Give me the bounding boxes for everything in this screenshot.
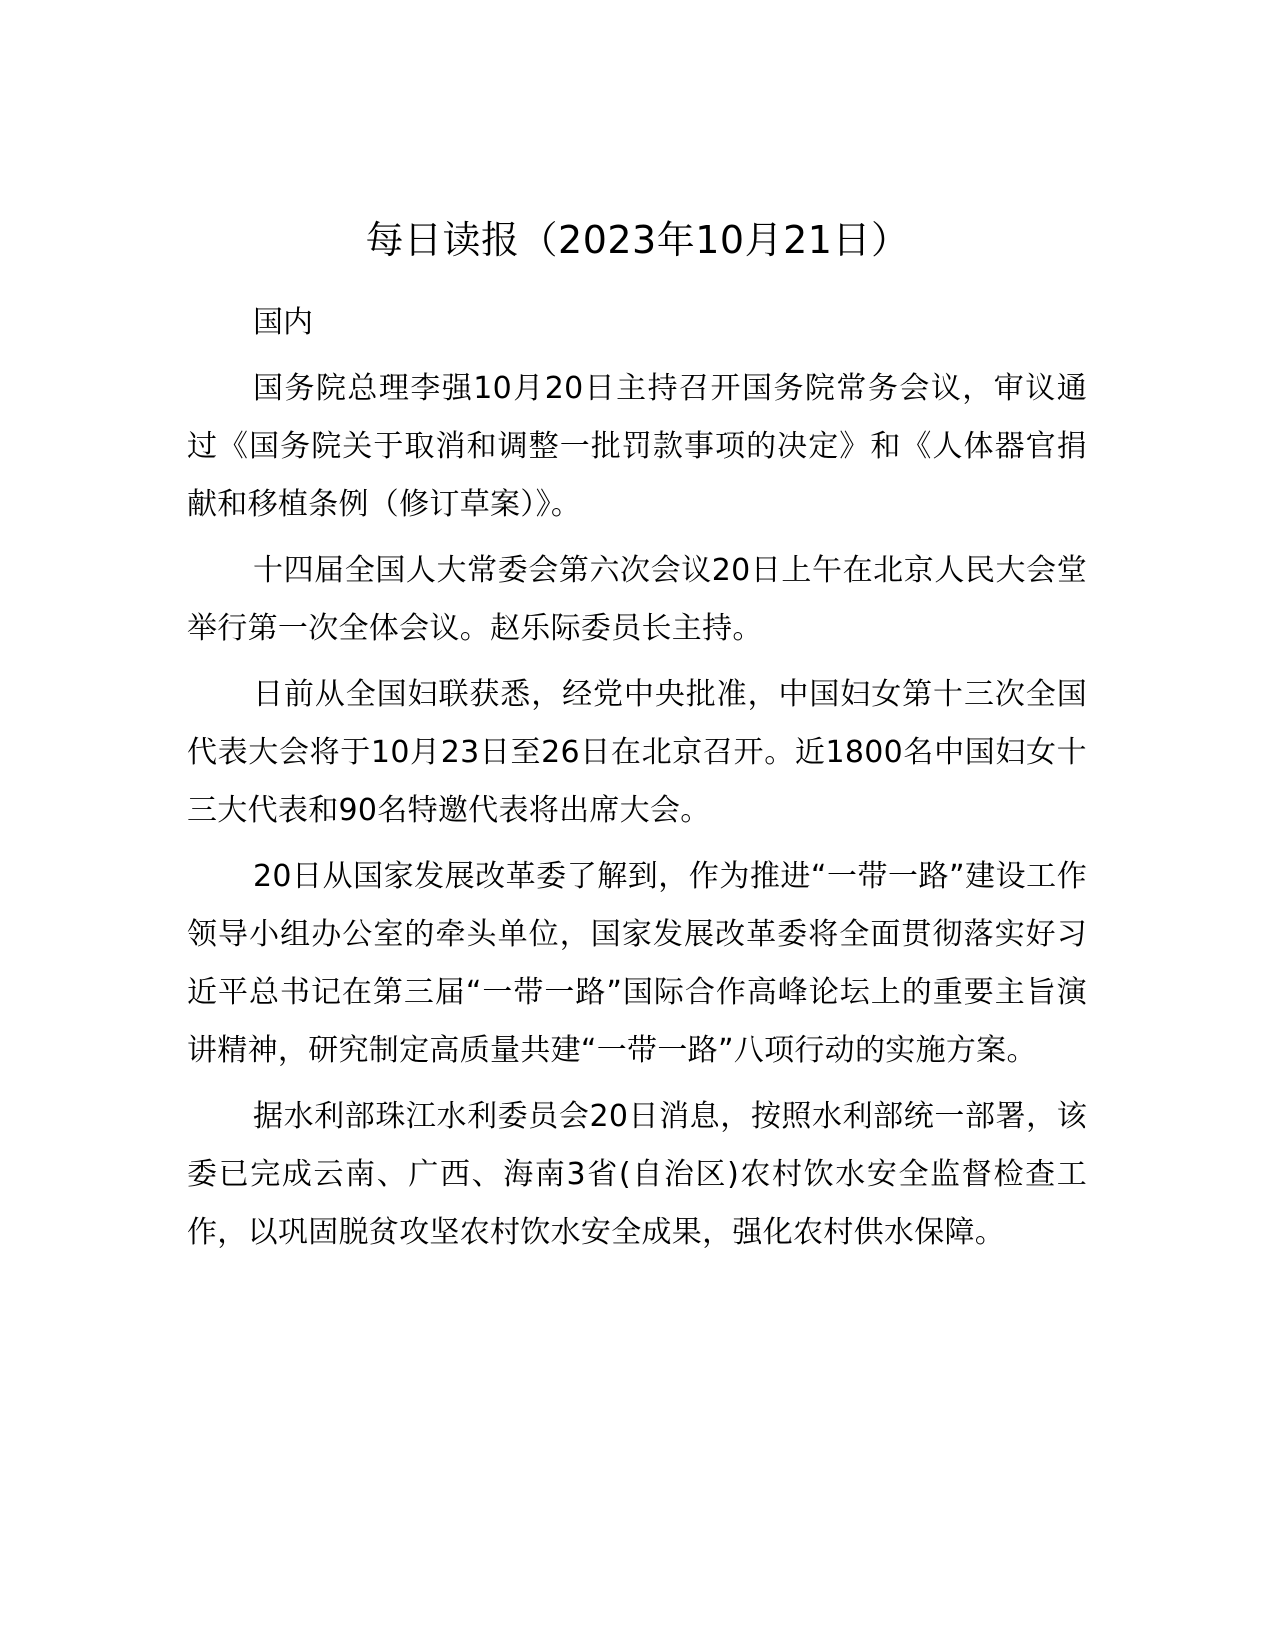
paragraph-5: 据水利部珠江水利委员会20日消息，按照水利部统一部署，该委已完成云南、广西、海南3省(自治区)农村饮水安全监督检查工作，以巩固脱贫攻坚农村饮水安全成果，强化农村供水保障。: [187, 1099, 1087, 1250]
document-body: [187, 294, 1087, 1270]
section-heading: 国内: [253, 305, 313, 340]
paragraph-1: 国务院总理李强10月20日主持召开国务院常务会议，审议通过《国务院关于取消和调整一批罚款事项的决定》和《人体器官捐献和移植条例（修订草案）》。: [187, 371, 1087, 522]
paragraph-2: 十四届全国人大常委会第六次会议20日上午在北京人民大会堂举行第一次全体会议。赵乐际委员长主持。: [187, 553, 1087, 646]
paragraph-3: 日前从全国妇联获悉，经党中央批准，中国妇女第十三次全国代表大会将于10月23日至26日在北京召开。近1800名中国妇女十三大代表和90名特邀代表将出席大会。: [187, 677, 1087, 828]
document-title: 每日读报（2023年10月21日）: [365, 218, 910, 262]
paragraph-4: 20日从国家发展改革委了解到，作为推进“一带一路”建设工作领导小组办公室的牵头单位，国家发展改革委将全面贯彻落实好习近平总书记在第三届“一带一路”国际合作高峰论坛上的重要主旨演讲精神，研究制定高质量共建“一带一路”八项行动的实施方案。: [187, 859, 1087, 1068]
